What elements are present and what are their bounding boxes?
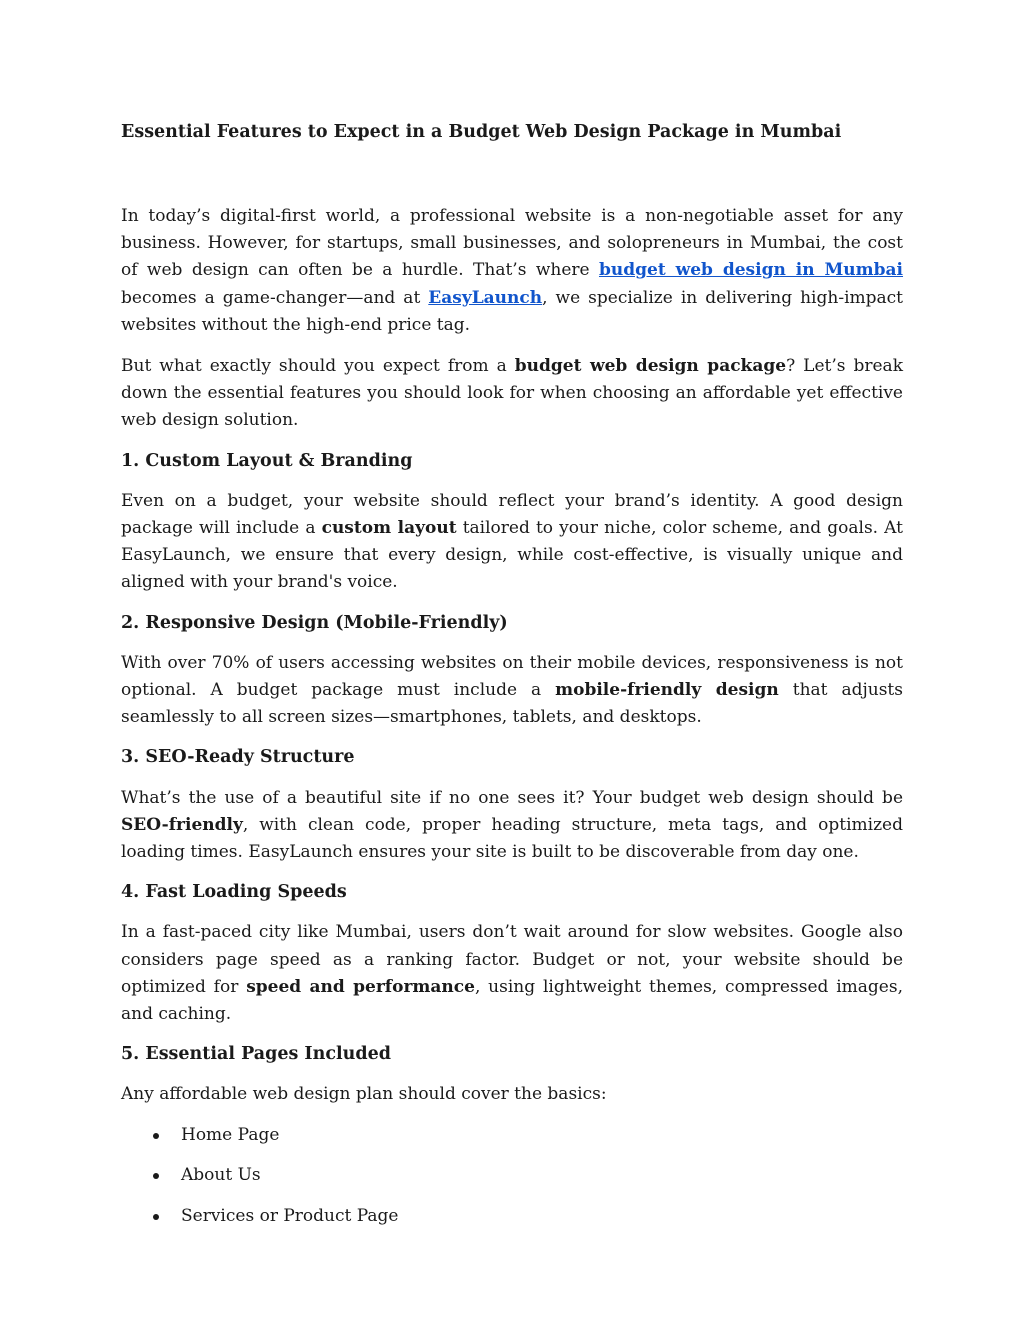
section-heading-seo-ready: 3. SEO-Ready Structure bbox=[121, 747, 355, 768]
section-bold-text: SEO-friendly bbox=[121, 814, 243, 835]
section-text: In a fast-paced city like Mumbai, users don’t wait around for slow websites. Google also considers page speed as a ranking factor. Budget or not, your website should be optimized for bbox=[121, 922, 903, 997]
section-text: , with clean code, proper heading structure, meta tags, and optimized loading times. EasyLaunch ensures your site is built to be discoverable from day one. bbox=[121, 814, 903, 863]
section-paragraph-custom-layout bbox=[121, 488, 903, 597]
section-text: , using lightweight themes, compressed images, and caching. bbox=[121, 976, 903, 1025]
budget-web-design-link[interactable]: budget web design in Mumbai bbox=[598, 260, 904, 281]
list-item-label: Home Page bbox=[181, 1124, 280, 1145]
section-paragraph-fast-loading bbox=[121, 919, 903, 1028]
section-text: With over 70% of users accessing websites on their mobile devices, responsiveness is not optional. A budget package must include a bbox=[121, 652, 903, 701]
document-page bbox=[121, 118, 903, 1244]
bullet-icon bbox=[153, 1173, 159, 1179]
section-heading-fast-loading: 4. Fast Loading Speeds bbox=[121, 882, 347, 903]
list-item-label: Services or Product Page bbox=[181, 1206, 399, 1227]
list-item-label: About Us bbox=[181, 1165, 261, 1186]
section-heading-responsive-design: 2. Responsive Design (Mobile-Friendly) bbox=[121, 612, 508, 633]
intro-p2-text-2: ? Let’s break down the essential features you should look for when choosing an affordable yet effective web design solution. bbox=[121, 356, 903, 431]
intro-p2-bold: budget web design package bbox=[514, 356, 787, 377]
intro-text-1: In today’s digital-first world, a professional website is a non-negotiable asset for any business. However, for startups, small businesses, and solopreneurs in Mumbai, the cost of web design can often be a hurdle. That’s where bbox=[121, 206, 903, 281]
list-item bbox=[121, 1203, 903, 1230]
intro-text-2: becomes a game-changer—and at bbox=[121, 287, 429, 308]
section-heading-custom-layout: 1. Custom Layout & Branding bbox=[121, 450, 413, 471]
intro-paragraph-2 bbox=[121, 353, 903, 435]
list-item bbox=[121, 1122, 903, 1149]
section-paragraph-seo-ready bbox=[121, 785, 903, 867]
easylaunch-link[interactable]: EasyLaunch bbox=[428, 287, 543, 308]
section-bold-text: mobile-friendly design bbox=[555, 680, 779, 701]
intro-p2-text-1: But what exactly should you expect from a bbox=[121, 356, 515, 377]
bullet-icon bbox=[153, 1214, 159, 1220]
bullet-icon bbox=[153, 1133, 159, 1139]
list-item bbox=[121, 1162, 903, 1189]
section-text: tailored to your niche, color scheme, and goals. At EasyLaunch, we ensure that every design, while cost-effective, is visually unique and aligned with your brand's voice. bbox=[121, 518, 903, 593]
section-text: Even on a budget, your website should reflect your brand’s identity. A good design package will include a bbox=[121, 490, 903, 539]
section-bold-text: custom layout bbox=[321, 518, 457, 539]
intro-paragraph-1 bbox=[121, 203, 903, 339]
document-title: Essential Features to Expect in a Budget Web Design Package in Mumbai bbox=[121, 122, 842, 142]
section-text: What’s the use of a beautiful site if no one sees it? Your budget web design should be bbox=[121, 787, 903, 808]
section-paragraph-responsive-design bbox=[121, 650, 903, 732]
essential-pages-list bbox=[121, 1122, 903, 1231]
section-bold-text: speed and performance bbox=[246, 976, 475, 997]
intro-text-3: , we specialize in delivering high-impact websites without the high-end price tag. bbox=[121, 287, 903, 335]
section-text: that adjusts seamlessly to all screen sizes—smartphones, tablets, and desktops. bbox=[121, 680, 903, 728]
section-heading-essential-pages: 5. Essential Pages Included bbox=[121, 1044, 391, 1065]
section-paragraph-essential-pages: Any affordable web design plan should cover the basics: bbox=[121, 1084, 607, 1105]
